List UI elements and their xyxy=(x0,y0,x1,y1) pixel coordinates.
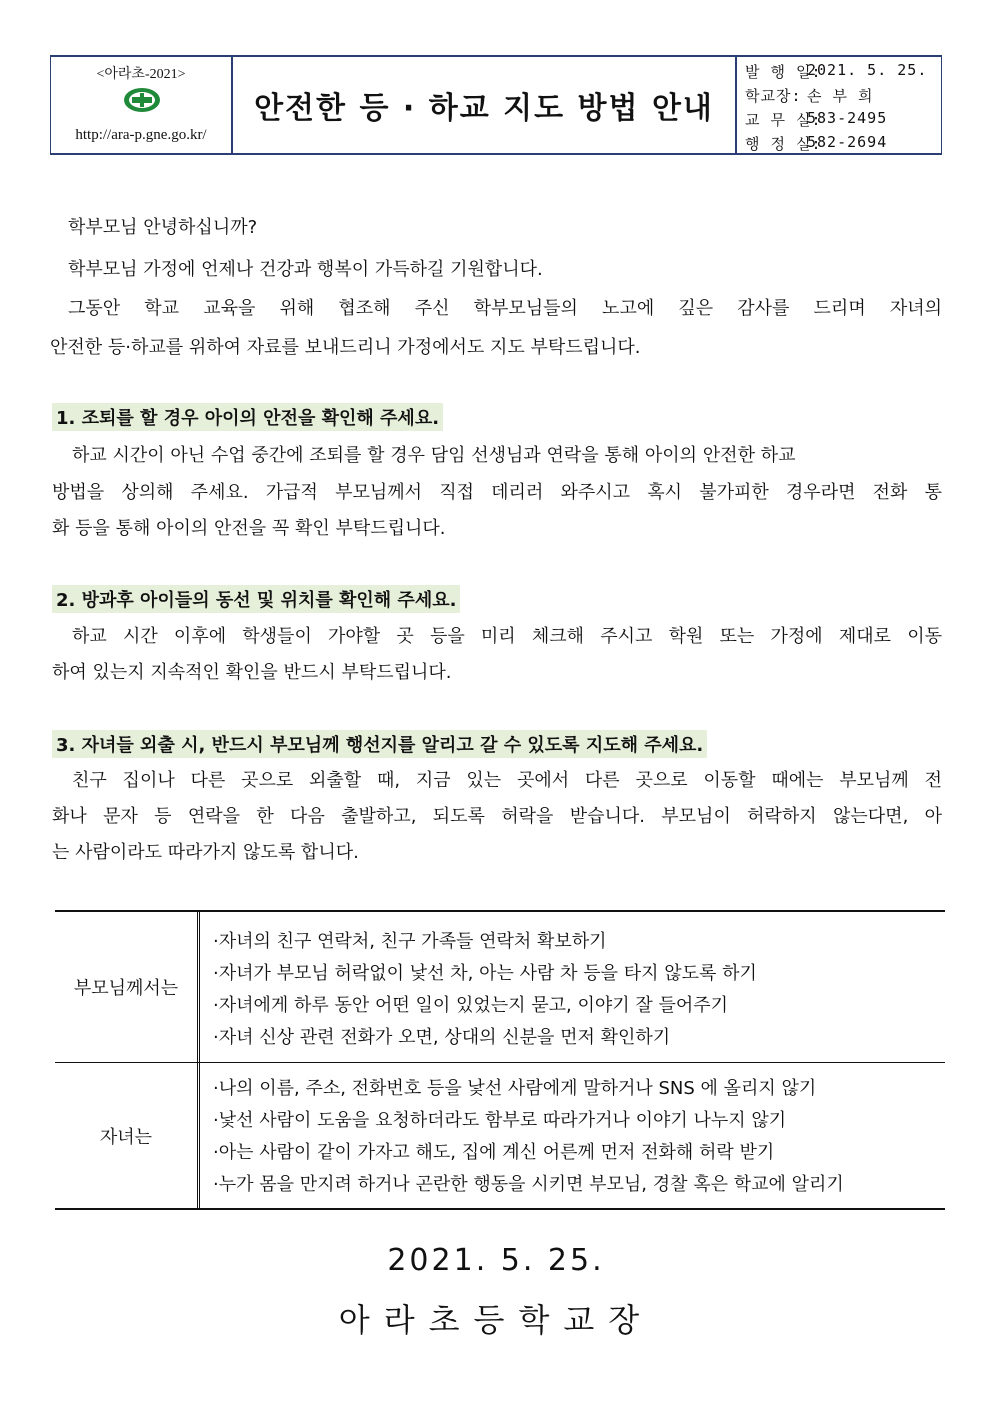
title-cell xyxy=(233,57,737,153)
info-row-principal xyxy=(745,85,935,106)
list-item: ·나의 이름, 주소, 전화번호 등을 낯선 사람에게 말하거나 SNS 에 올리지 않기 xyxy=(213,1078,817,1099)
info-label: 발 행 일: xyxy=(745,63,822,81)
publication-info xyxy=(737,57,941,153)
school-logo-icon xyxy=(123,87,161,113)
section-line: 하교 시간 이후에 학생들이 가야할 곳 등을 미리 체크해 주시고 학원 또는 가정에 제대로 이동 xyxy=(72,626,942,647)
list-item: ·아는 사람이 같이 가자고 해도, 집에 계신 어른께 먼저 전화해 허락 받기 xyxy=(213,1142,775,1163)
school-url: http://ara-p.gne.go.kr/ xyxy=(75,127,207,143)
list-item: ·누가 몸을 만지려 하거나 곤란한 행동을 시키면 부모님, 경찰 혹은 학교에 알리기 xyxy=(213,1174,844,1195)
row-label: 부모님께서는 xyxy=(55,912,200,1062)
footer-signature: 아라초등학교장 xyxy=(338,1301,654,1339)
row-items xyxy=(213,926,943,1054)
info-value: 손 부 희 xyxy=(807,87,874,105)
list-item: ·자녀의 친구 연락처, 친구 가족들 연락처 확보하기 xyxy=(213,931,607,952)
section-line: 는 사람이라도 따라가지 않도록 합니다. xyxy=(52,842,359,863)
section-line: 방법을 상의해 주세요. 가급적 부모님께서 직접 데리러 와주시고 혹시 불가피한 경우라면 전화 통 xyxy=(52,482,942,503)
info-value: 583-2495 xyxy=(807,109,888,127)
section-line: 하교 시간이 아닌 수업 중간에 조퇴를 할 경우 담임 선생님과 연락을 통해 아이의 안전한 하교 xyxy=(72,445,796,466)
section-heading: 1. 조퇴를 할 경우 아이의 안전을 확인해 주세요. xyxy=(52,403,443,431)
section-heading: 2. 방과후 아이들의 동선 및 위치를 확인해 주세요. xyxy=(52,585,460,613)
row-label: 자녀는 xyxy=(55,1063,200,1208)
row-items xyxy=(213,1073,943,1201)
section-line: 친구 집이나 다른 곳으로 외출할 때, 지금 있는 곳에서 다른 곳으로 이동할 때에는 부모님께 전 xyxy=(72,770,942,791)
logo-cell xyxy=(51,57,233,153)
info-label: 행 정 실: xyxy=(745,135,822,153)
greeting: 학부모님 안녕하십니까? xyxy=(68,217,258,238)
list-item: ·자녀 신상 관련 전화가 오면, 상대의 신분을 먼저 확인하기 xyxy=(213,1027,671,1048)
info-row-admin xyxy=(745,133,935,154)
list-item: ·자녀에게 하루 동안 어떤 일이 있었는지 묻고, 이야기 잘 들어주기 xyxy=(213,995,729,1016)
table-row-children xyxy=(55,1063,945,1208)
guide-table xyxy=(55,910,945,1210)
footer-date: 2021. 5. 25. xyxy=(387,1243,605,1278)
intro-paragraph-line: 그동안 학교 교육을 위해 협조해 주신 학부모님들의 노고에 깊은 감사를 드리며 자녀의 xyxy=(68,298,942,319)
info-label: 교 무 실: xyxy=(745,111,822,129)
wish: 학부모님 가정에 언제나 건강과 행복이 가득하길 기원합니다. xyxy=(68,259,543,280)
section-line: 화나 문자 등 연락을 한 다음 출발하고, 되도록 허락을 받습니다. 부모님이 허락하지 않는다면, 아 xyxy=(52,806,942,827)
info-row-office xyxy=(745,109,935,130)
document-header xyxy=(50,55,942,155)
document-title: 안전한 등 · 하교 지도 방법 안내 xyxy=(254,91,714,126)
section-heading: 3. 자녀들 외출 시, 반드시 부모님께 행선지를 알리고 갈 수 있도록 지도해 주세요. xyxy=(52,730,707,758)
section-line: 하여 있는지 지속적인 확인을 반드시 부탁드립니다. xyxy=(52,662,452,683)
list-item: ·자녀가 부모님 허락없이 낯선 차, 아는 사람 차 등을 타지 않도록 하기 xyxy=(213,963,757,984)
info-label: 학교장: xyxy=(745,87,802,105)
info-value: 2021. 5. 25. xyxy=(807,61,928,79)
table-row-parents xyxy=(55,912,945,1063)
list-item: ·낯선 사람이 도움을 요청하더라도 함부로 따라가거나 이야기 나누지 않기 xyxy=(213,1110,787,1131)
section-line: 화 등을 통해 아이의 안전을 꼭 확인 부탁드립니다. xyxy=(52,518,446,539)
school-code: <아라초-2021> xyxy=(96,67,186,82)
intro-paragraph-line: 안전한 등·하교를 위하여 자료를 보내드리니 가정에서도 지도 부탁드립니다. xyxy=(50,337,641,358)
info-value: 582-2694 xyxy=(807,133,888,151)
info-row-date xyxy=(745,61,935,82)
